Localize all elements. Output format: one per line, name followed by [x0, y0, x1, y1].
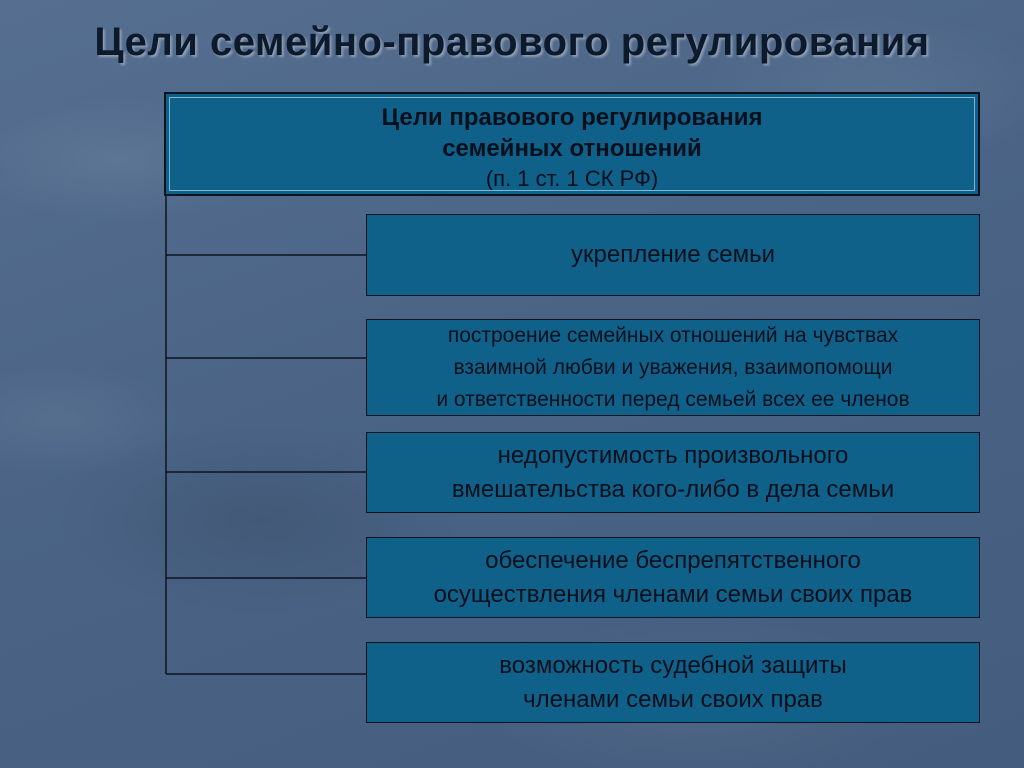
goal-box-non-interference	[366, 432, 980, 513]
goal-box-unhindered-rights	[366, 537, 980, 618]
goal-text: осуществления членами семьи своих прав	[433, 580, 913, 608]
goal-box-judicial-protection	[366, 642, 980, 723]
goal-box-mutual-love-respect	[366, 319, 980, 416]
goal-text: членами семьи своих прав	[523, 685, 823, 713]
goal-text: обеспечение беспрепятственного	[485, 546, 861, 574]
header-line-1: Цели правового регулирования	[381, 104, 763, 131]
goal-text: укрепление семьи	[571, 241, 775, 268]
slide-title: Цели семейно-правового регулирования	[94, 20, 930, 64]
goal-text: построение семейных отношений на чувствах	[447, 323, 899, 347]
goal-text: и ответственности перед семьей всех ее членов	[436, 387, 910, 411]
header-line-2: семейных отношений	[442, 135, 702, 162]
goal-text: вмешательства кого-либо в дела семьи	[451, 475, 895, 503]
goal-text: возможность судебной защиты	[499, 651, 847, 679]
goal-text: недопустимость произвольного	[497, 441, 849, 469]
goal-text: взаимной любви и уважения, взаимопомощи	[453, 355, 893, 379]
goal-box-strengthening-family	[366, 214, 980, 296]
header-reference: (п. 1 ст. 1 СК РФ)	[485, 166, 659, 191]
